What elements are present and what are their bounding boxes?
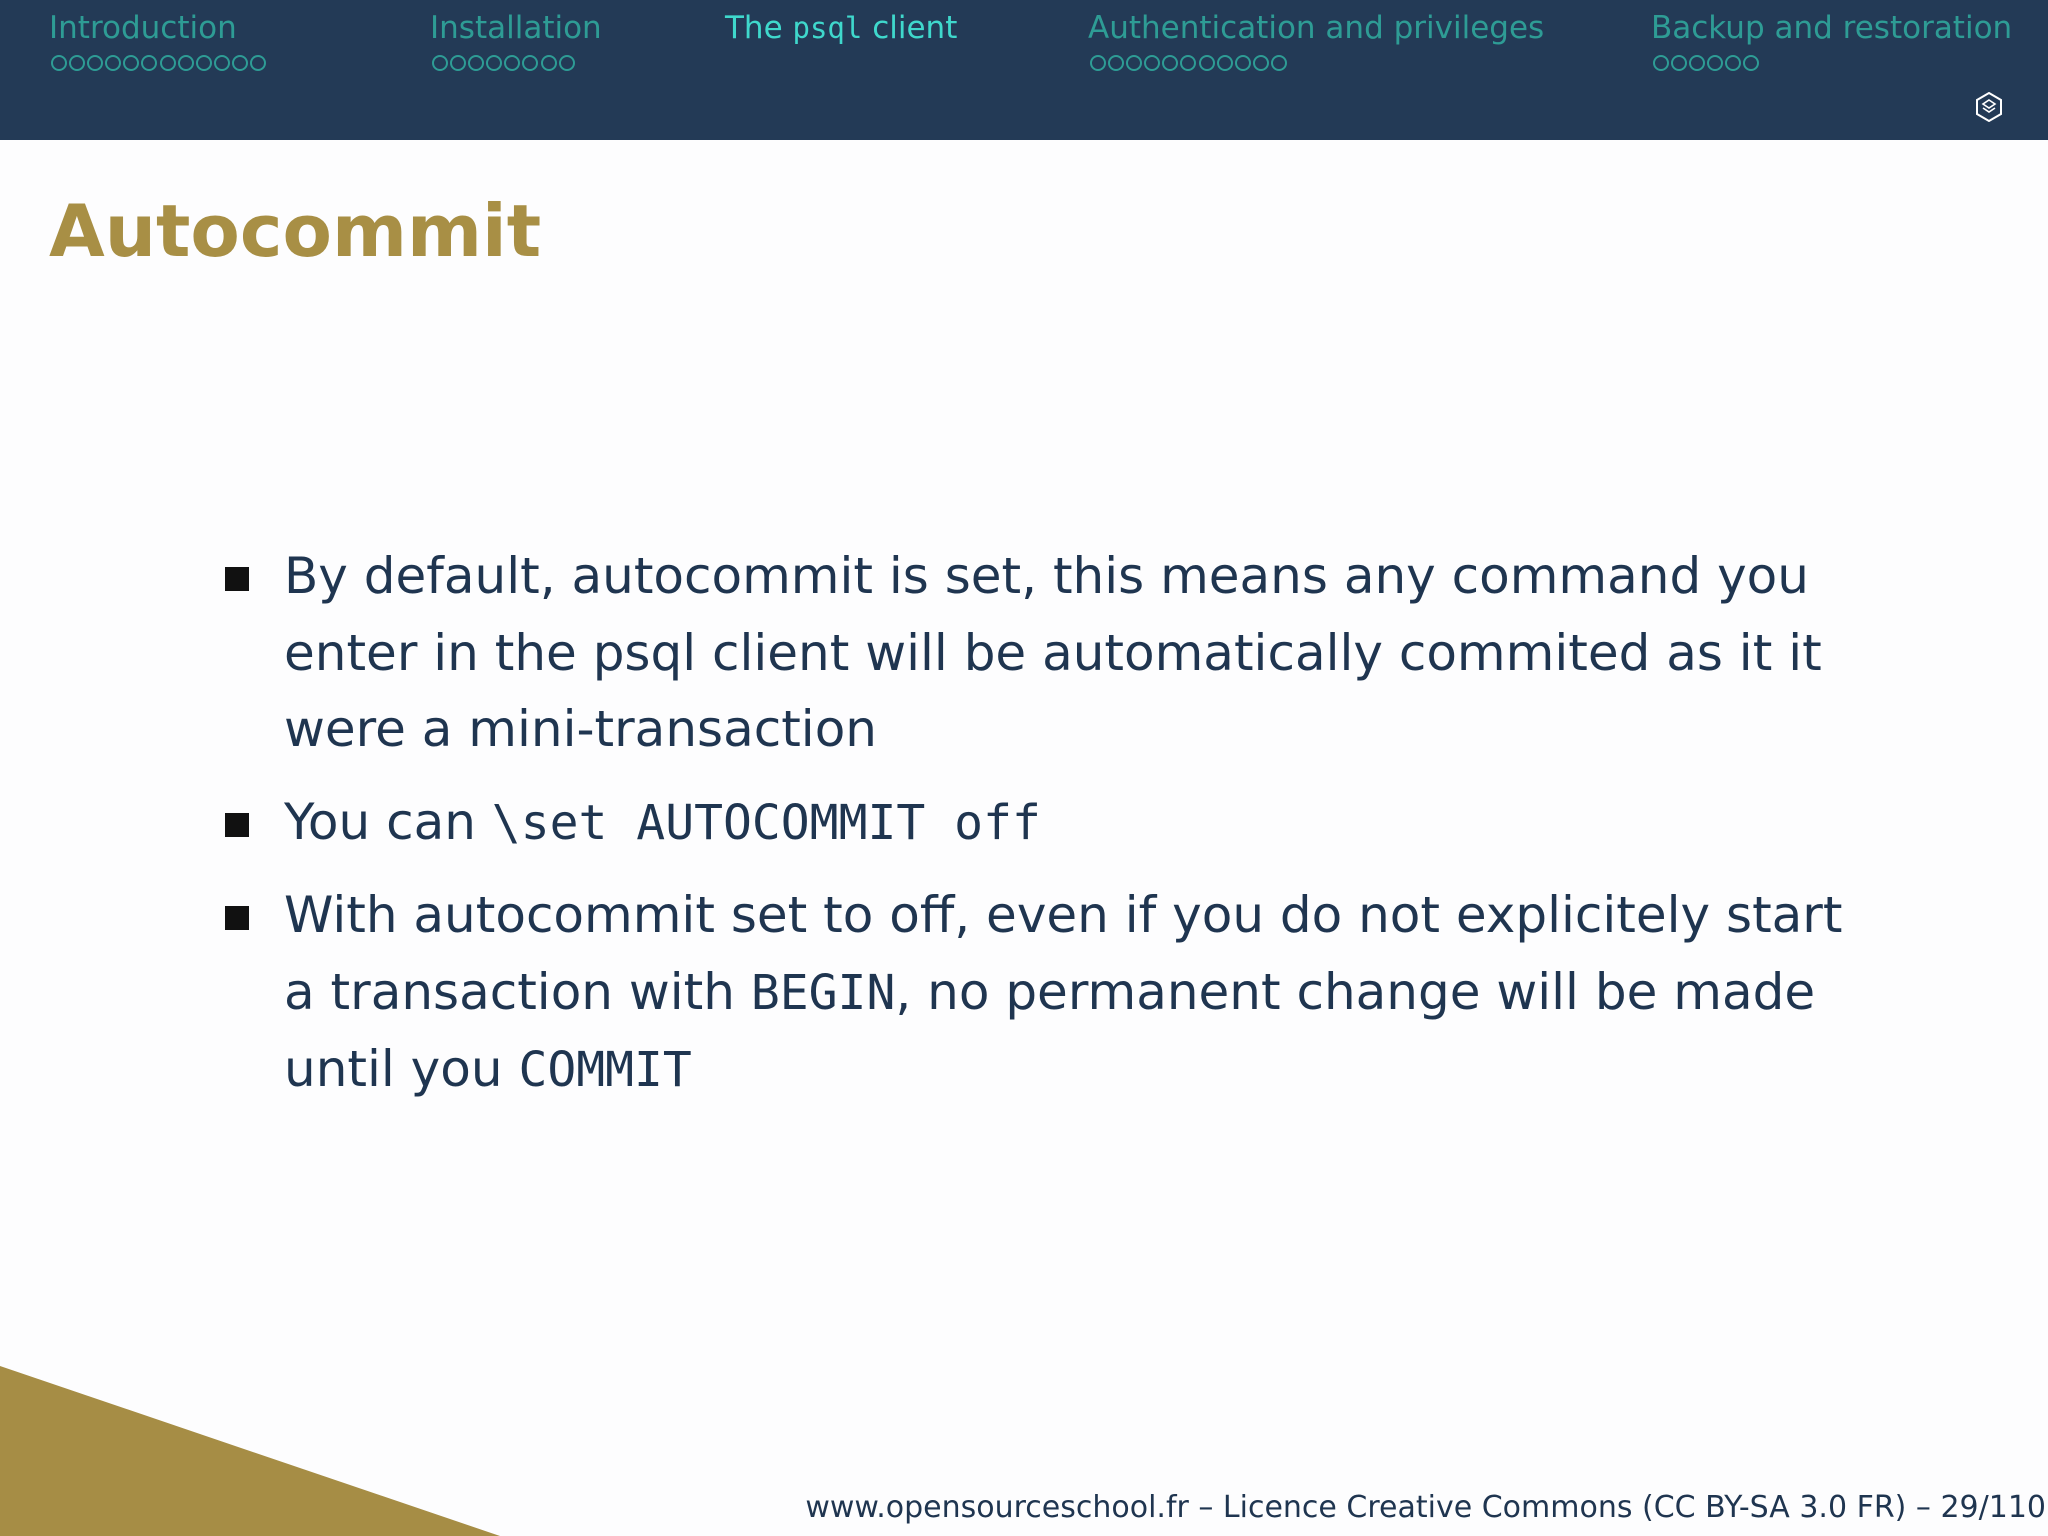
nav-slide-dot[interactable] [1162, 55, 1178, 71]
nav-section-psql-client-prefix: The [725, 10, 783, 46]
nav-slide-dot[interactable] [504, 55, 520, 71]
nav-slide-dot[interactable] [1653, 55, 1669, 71]
nav-slide-dot[interactable] [1126, 55, 1142, 71]
nav-slide-dot[interactable] [123, 55, 139, 71]
nav-slide-dot[interactable] [160, 55, 176, 71]
nav-section-introduction[interactable]: Introduction [49, 10, 237, 46]
nav-slide-dot[interactable] [1217, 55, 1233, 71]
nav-slide-dot[interactable] [1271, 55, 1287, 71]
nav-slide-dot[interactable] [1725, 55, 1741, 71]
footer-text: www.opensourceschool.fr – Licence Creative Commons (CC BY-SA 3.0 FR) – 29/110 [805, 1490, 2046, 1525]
bullet-text: You can [284, 792, 492, 851]
nav-slide-dot[interactable] [559, 55, 575, 71]
corner-decoration [0, 1366, 500, 1536]
bullet-code-commit: COMMIT [518, 1042, 692, 1098]
nav-section-authentication[interactable]: Authentication and privileges [1088, 10, 1545, 46]
section-navigation-bar [0, 0, 2048, 140]
bullet-text: , no permanent change will be made until you [284, 962, 1816, 1098]
nav-section-psql-client[interactable] [725, 8, 957, 48]
bullet-square-icon [225, 906, 249, 930]
bullet-item [222, 784, 1882, 862]
nav-slide-dot[interactable] [250, 55, 266, 71]
nav-section-psql-client-suffix: client [872, 10, 958, 46]
nav-slide-dot[interactable] [232, 55, 248, 71]
nav-section-backup-dots [1653, 52, 1762, 80]
bullet-list [222, 538, 1882, 1125]
nav-slide-dot[interactable] [468, 55, 484, 71]
nav-slide-dot[interactable] [1235, 55, 1251, 71]
nav-slide-dot[interactable] [1199, 55, 1215, 71]
nav-slide-dot[interactable] [1253, 55, 1269, 71]
bullet-code-begin: BEGIN [750, 964, 896, 1021]
nav-slide-dot[interactable] [51, 55, 67, 71]
nav-section-backup[interactable]: Backup and restoration [1651, 10, 2013, 46]
nav-slide-dot[interactable] [486, 55, 502, 71]
open-source-school-logo-icon [1975, 92, 2003, 122]
nav-slide-dot[interactable] [196, 55, 212, 71]
nav-slide-dot[interactable] [522, 55, 538, 71]
nav-slide-dot[interactable] [432, 55, 448, 71]
nav-slide-dot[interactable] [1689, 55, 1705, 71]
bullet-square-icon [225, 567, 249, 591]
nav-slide-dot[interactable] [1180, 55, 1196, 71]
nav-slide-dot[interactable] [1090, 55, 1106, 71]
nav-section-installation-dots [432, 52, 577, 80]
nav-section-authentication-dots [1090, 52, 1289, 80]
nav-slide-dot[interactable] [450, 55, 466, 71]
nav-slide-dot[interactable] [1108, 55, 1124, 71]
bullet-text: With autocommit set to off, even if you do not explicitely start a transaction with [284, 886, 1843, 1021]
nav-slide-dot[interactable] [214, 55, 230, 71]
nav-slide-dot[interactable] [541, 55, 557, 71]
nav-section-psql-client-code: psql [792, 11, 863, 45]
bullet-square-icon [225, 813, 249, 837]
bullet-code: \set AUTOCOMMIT off [491, 794, 1041, 851]
bullet-item [222, 877, 1882, 1109]
nav-slide-dot[interactable] [1743, 55, 1759, 71]
nav-section-introduction-dots [51, 52, 268, 80]
nav-slide-dot[interactable] [141, 55, 157, 71]
slide-title: Autocommit [49, 189, 542, 273]
bullet-text: By default, autocommit is set, this means any command you enter in the psql client will be automatically commited as it it were a mini-transaction [284, 547, 1822, 758]
nav-slide-dot[interactable] [1671, 55, 1687, 71]
nav-slide-dot[interactable] [1144, 55, 1160, 71]
bullet-item [222, 538, 1882, 768]
nav-slide-dot[interactable] [1707, 55, 1723, 71]
nav-slide-dot[interactable] [87, 55, 103, 71]
nav-slide-dot[interactable] [105, 55, 121, 71]
nav-section-installation[interactable]: Installation [430, 10, 602, 46]
nav-slide-dot[interactable] [178, 55, 194, 71]
nav-slide-dot[interactable] [69, 55, 85, 71]
